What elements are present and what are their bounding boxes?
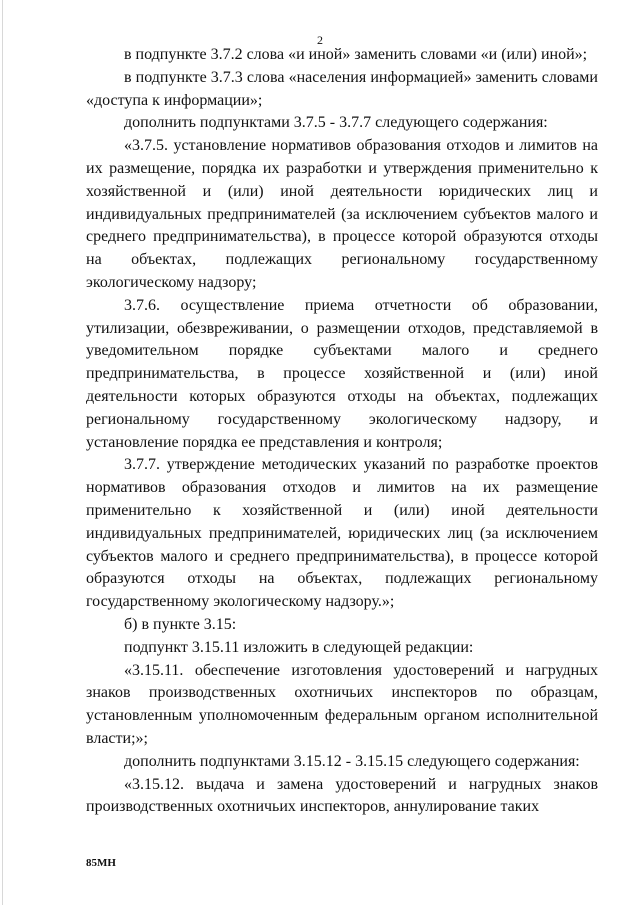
scan-edge-line bbox=[2, 0, 3, 905]
paragraph-3-7-2: в подпункте 3.7.2 слова «и иной» заменить словами «и (или) иной»; bbox=[124, 46, 588, 63]
footer-code: 85МН bbox=[86, 857, 116, 869]
paragraph-add-3-15-12: дополнить подпунктами 3.15.12 - 3.15.15 следующего содержания: bbox=[124, 752, 580, 770]
paragraph-3-7-7: 3.7.7. утверждение методических указаний по разработке проектов нормативов образования отходов и лимитов на их размещение применительно к хозяйственной и (или) иной деятельности индивидуальных предпринимателей, юридических лиц (за исключением субъектов малого и среднего предпринимательства), в процессе которой образуются отходы на объектах, подлежащих региональному государственному экологическому надзору.»; bbox=[86, 456, 598, 611]
page-number: 2 bbox=[317, 33, 323, 47]
paragraph-3-15-11: «3.15.11. обеспечение изготовления удостоверений и нагрудных знаков производственных охотничьих инспекторов по образцам, установленным уполномоченным федеральным органом исполнительной власти;»; bbox=[86, 661, 598, 747]
paragraph-3-7-5: «3.7.5. установление нормативов образования отходов и лимитов на их размещение, порядка их разработки и утверждения применительно к хозяйственной и (или) иной деятельности юридических лиц и индивидуальных предпринимателей (за исключением субъектов малого и среднего предпринимательства), в процессе которой образуются отходы на объектах, подлежащих региональному государственному экологическому надзору; bbox=[86, 137, 598, 291]
paragraph-point-3-15: б) в пункте 3.15: bbox=[124, 615, 237, 633]
paragraph-3-7-6: 3.7.6. осуществление приема отчетности об образовании, утилизации, обезвреживании, о размещении отходов, представляемой в уведомительном порядке субъектами малого и среднего предпринимательства, в процессе хозяйственной и (или) иной деятельности которых образуются отходы на объектах, подлежащих региональному государственному экологическому надзору, и установление порядка ее представления и контроля; bbox=[86, 296, 598, 451]
document-body bbox=[86, 44, 598, 819]
paragraph-3-15-11-intro: подпункт 3.15.11 изложить в следующей редакции: bbox=[124, 638, 474, 656]
paragraph-3-15-12: «3.15.12. выдача и замена удостоверений и нагрудных знаков производственных охотничьих инспекторов, аннулирование таких bbox=[86, 775, 598, 816]
paragraph-3-7-3: в подпункте 3.7.3 слова «населения информацией» заменить словами «доступа к информации»; bbox=[86, 68, 598, 109]
paragraph-add-3-7-5: дополнить подпунктами 3.7.5 - 3.7.7 следующего содержания: bbox=[124, 114, 548, 132]
